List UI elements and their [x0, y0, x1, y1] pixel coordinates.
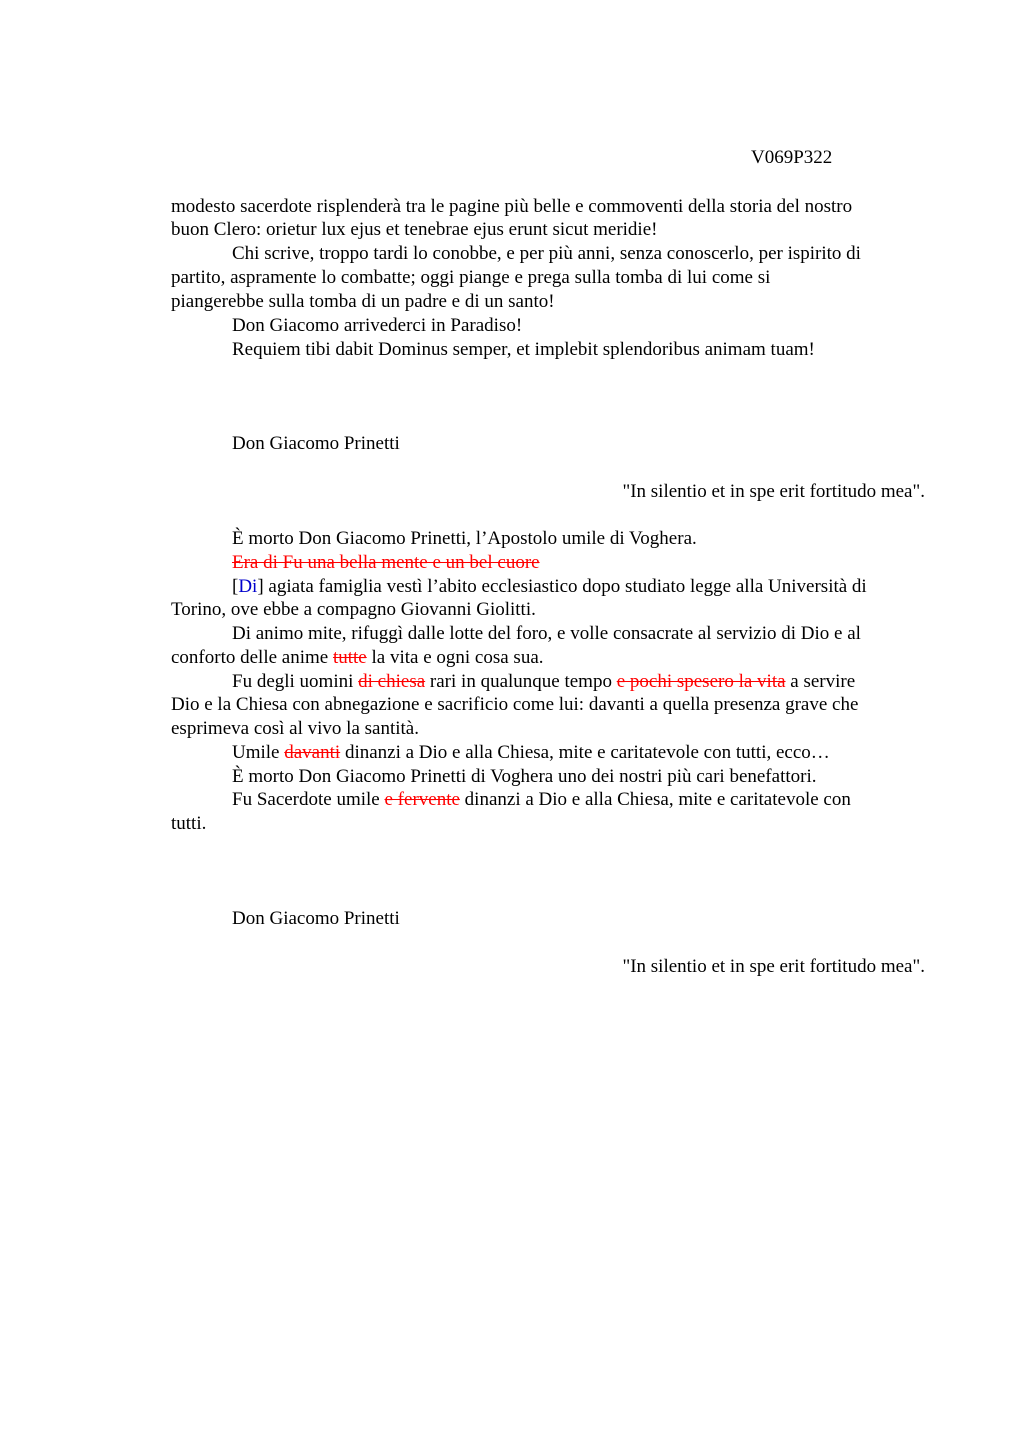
- page-id: V069P322: [751, 147, 833, 168]
- motto: "In silentio et in spe erit fortitudo mea".: [622, 481, 925, 502]
- text-fragment: Fu Sacerdote umile: [232, 789, 385, 810]
- section-title: Don Giacomo Prinetti: [232, 433, 400, 454]
- text-fragment: conforto delle anime: [171, 647, 333, 668]
- text-line: piangerebbe sulla tomba di un padre e di un santo!: [171, 291, 555, 312]
- strikethrough-text: e pochi spesero la vita: [616, 671, 786, 692]
- text-line: [171, 646, 544, 669]
- text-line: tutti.: [171, 813, 207, 834]
- section-title: Don Giacomo Prinetti: [232, 908, 400, 929]
- text-line: Torino, ove ebbe a compagno Giovanni Giolitti.: [171, 599, 536, 620]
- text-line: Dio e la Chiesa con abnegazione e sacrificio come lui: davanti a quella presenza grave che: [171, 694, 859, 715]
- text-fragment: Umile: [232, 742, 285, 763]
- text-fragment: rari in qualunque tempo: [425, 671, 617, 692]
- text-line: [232, 670, 855, 693]
- strikethrough-text: tutte: [332, 647, 367, 668]
- text-line: Requiem tibi dabit Dominus semper, et implebit splendoribus animam tuam!: [232, 339, 815, 360]
- motto: "In silentio et in spe erit fortitudo mea".: [622, 956, 925, 977]
- text-line: partito, aspramente lo combatte; oggi piange e prega sulla tomba di lui come si: [171, 267, 771, 288]
- text-fragment: a servire: [785, 671, 856, 692]
- text-fragment: la vita e ogni cosa sua.: [366, 647, 544, 668]
- strikethrough-text: Era di Fu una bella mente e un bel cuore: [232, 552, 540, 573]
- text-line: esprimeva così al vivo la santità.: [171, 718, 419, 739]
- text-fragment: dinanzi a Dio e alla Chiesa, mite e caritatevole con: [459, 789, 851, 810]
- text-line: È morto Don Giacomo Prinetti, l’Apostolo umile di Voghera.: [232, 528, 697, 549]
- text-line: Di animo mite, rifuggì dalle lotte del foro, e volle consacrate al servizio di Dio e al: [232, 623, 861, 644]
- strikethrough-text: di chiesa: [358, 671, 426, 692]
- text-line: [232, 741, 830, 764]
- bracket-open: [: [232, 576, 239, 597]
- text-line: buon Clero: orietur lux ejus et tenebrae ejus erunt sicut meridie!: [171, 219, 658, 240]
- strikethrough-text: e fervente: [384, 789, 460, 810]
- text-line: Don Giacomo arrivederci in Paradiso!: [232, 315, 523, 336]
- text-line: [232, 575, 867, 598]
- strikethrough-text: davanti: [284, 742, 341, 763]
- text-fragment: ] agiata famiglia vestì l’abito ecclesiastico dopo studiato legge alla Università di: [257, 576, 867, 597]
- text-line: È morto Don Giacomo Prinetti di Voghera uno dei nostri più cari benefattori.: [232, 766, 817, 787]
- inserted-text: Di: [238, 576, 258, 597]
- text-line: Chi scrive, troppo tardi lo conobbe, e per più anni, senza conoscerlo, per ispirito di: [232, 243, 861, 264]
- text-fragment: dinanzi a Dio e alla Chiesa, mite e caritatevole con tutti, ecco…: [340, 742, 830, 763]
- text-line: [232, 788, 851, 811]
- text-line: modesto sacerdote risplenderà tra le pagine più belle e commoventi della storia del nostro: [171, 196, 853, 217]
- deleted-line: [232, 551, 540, 574]
- text-fragment: Fu degli uomini: [232, 671, 359, 692]
